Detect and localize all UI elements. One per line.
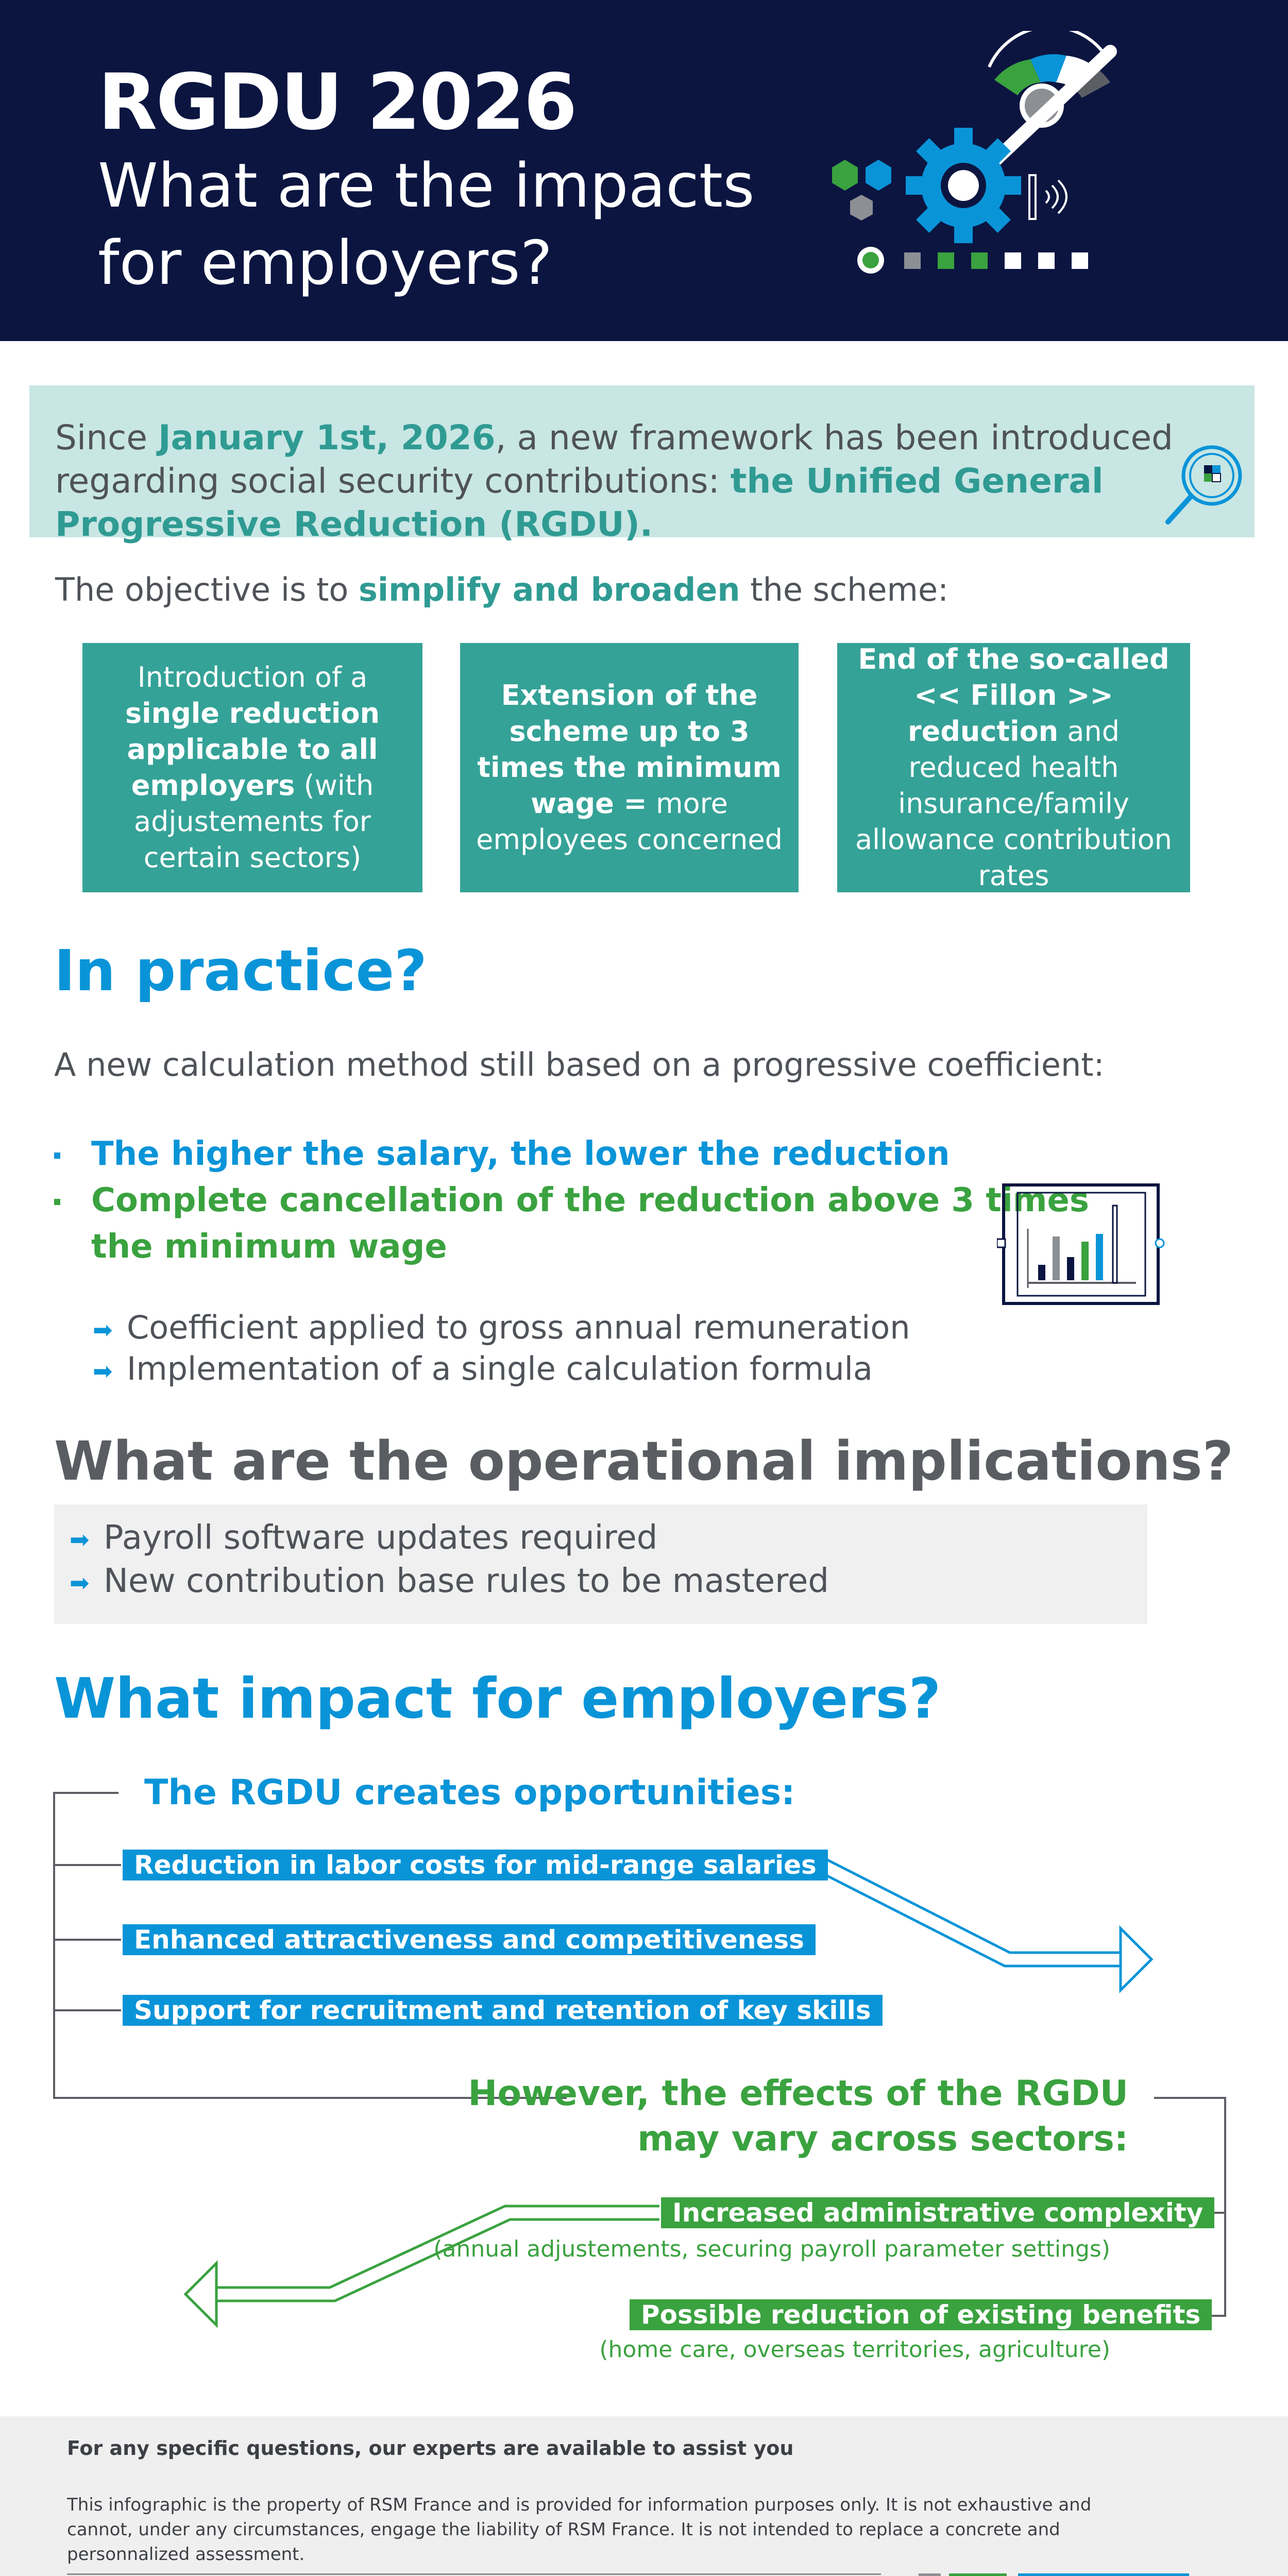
subtitle-line-1: What are the impacts [98,150,755,221]
impact-heading: What impact for employers? [54,1667,941,1731]
gauge-gear-icon [814,31,1133,289]
intro-box [29,385,1255,544]
footer-divider [67,2573,881,2575]
bullet-cancellation: Complete cancellation of the reduction above 3 times [54,1177,1089,1224]
tag-benefits-reduction: Possible reduction of existing benefits [630,2299,1212,2330]
logo-bar-green [949,2573,1007,2576]
note-admin-complexity: (annual adjustements, securing payroll parameter settings) [433,2236,1110,2262]
card-fillon: End of the so-called << Fillon >> reduction and reduced health insurance/family allowance contribution rates [837,643,1190,892]
arrow-item-formula: ➡ Implementation of a single calculation formula [93,1350,873,1387]
logo-bar-blue [1018,2573,1189,2576]
practice-lead: A new calculation method still based on a progressive coefficient: [54,1046,1105,1083]
opportunities-title: The RGDU creates opportunities: [144,1772,795,1813]
bullet-higher-salary: The higher the salary, the lower the reduction [54,1131,950,1177]
subtitle-line-2: for employers? [98,227,553,298]
arrow-right-icon: ➡ [70,1526,90,1554]
practice-heading: In practice? [54,938,427,1004]
tag-recruitment: Support for recruitment and retention of key skills [123,1995,883,2026]
card-single-reduction: Introduction of a single reduction applicable to all employers (with adjustements for certain sectors) [82,643,422,892]
footer-question: For any specific questions, our experts are available to assist you [67,2437,794,2460]
arrow-right-icon: ➡ [93,1315,113,1344]
tag-attractiveness: Enhanced attractiveness and competitiveness [123,1924,816,1955]
however-text: However, the effects of the RGDU may vary across sectors: [468,2073,1128,2159]
objective-highlight: simplify and broaden [359,571,740,608]
page-subtitle [98,147,819,301]
operations-heading: What are the operational implications? [54,1430,1234,1493]
tag-labor-costs: Reduction in labor costs for mid-range salaries [123,1850,828,1880]
logo-bar-gray [919,2573,941,2576]
intro-scheme-name: the Unified General Progressive Reduction (RGDU). [55,461,1104,544]
arrow-right-icon: ➡ [93,1357,113,1385]
header-banner [0,0,1288,341]
bullet-square-icon [54,1199,60,1205]
note-benefits-reduction: (home care, overseas territories, agriculture) [599,2336,1110,2363]
intro-text: Since January 1st, 2026, a new framework has been introduced regarding social security contributions: the Unified General Progressive Reduction (RGDU). [55,418,1173,544]
bullet-cancellation-cont: the minimum wage [91,1228,447,1266]
arrow-item-coefficient: ➡ Coefficient applied to gross annual remuneration [93,1309,910,1346]
operations-box [54,1504,1147,1624]
magnifier-icon [1163,442,1245,530]
tablet-chart-icon [997,1182,1167,1306]
card-extension: Extension of the scheme up to 3 times the minimum wage = more employees concerned [460,643,799,892]
footer-disclaimer: This infographic is the property of RSM France and is provided for information purposes only. It is not exhaustive and cannot, under any circumstances, engage the liability of RSM France. It is not intended to replace a concrete and personnalized assessment. [67,2495,1092,2565]
footer [0,2416,1288,2576]
tag-admin-complexity: Increased administrative complexity [661,2197,1214,2228]
ops-item-software: ➡ Payroll software updates required [70,1519,658,1557]
arrow-right-icon: ➡ [70,1569,90,1597]
ops-item-contribution: ➡ New contribution base rules to be mastered [70,1562,829,1600]
bullet-square-icon [54,1153,60,1159]
objective-text: The objective is to simplify and broaden the scheme: [55,571,948,608]
page-title: RGDU 2026 [98,58,576,147]
intro-date: January 1st, 2026 [158,418,496,457]
